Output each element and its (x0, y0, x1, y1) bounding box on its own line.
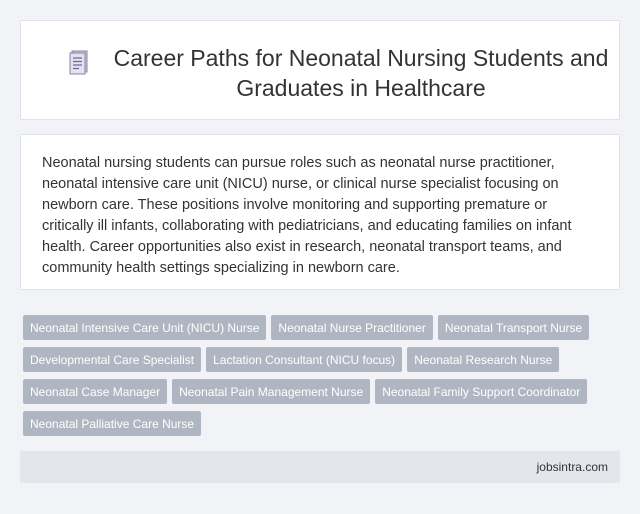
tag-nicu-nurse[interactable]: Neonatal Intensive Care Unit (NICU) Nurse (23, 315, 266, 340)
tag-neonatal-case-manager[interactable]: Neonatal Case Manager (23, 379, 167, 404)
page-title: Career Paths for Neonatal Nursing Students and Graduates in Healthcare (113, 45, 609, 101)
description-card (20, 134, 620, 290)
header-card (20, 20, 620, 120)
document-icon (68, 49, 90, 75)
tag-neonatal-research-nurse[interactable]: Neonatal Research Nurse (407, 347, 559, 372)
tag-list (23, 315, 618, 443)
tag-neonatal-nurse-practitioner[interactable]: Neonatal Nurse Practitioner (271, 315, 432, 340)
footer (20, 451, 620, 483)
tag-developmental-care-specialist[interactable]: Developmental Care Specialist (23, 347, 201, 372)
footer-site-link[interactable]: jobsintra.com (536, 460, 608, 474)
tag-neonatal-transport-nurse[interactable]: Neonatal Transport Nurse (438, 315, 589, 340)
tag-neonatal-family-support-coordinator[interactable]: Neonatal Family Support Coordinator (375, 379, 587, 404)
tag-neonatal-pain-management-nurse[interactable]: Neonatal Pain Management Nurse (172, 379, 370, 404)
description-text: Neonatal nursing students can pursue roles such as neonatal nurse practitioner, neonatal intensive care unit (NICU) nurse, or clinical nurse specialist focusing on newborn care. These positions involve monitoring and supporting premature or critically ill infants, collaborating with pediatricians, and educating families on infant health. Career opportunities also exist in research, neonatal transport teams, and community health settings specializing in newborn care. (42, 155, 572, 276)
tag-lactation-consultant[interactable]: Lactation Consultant (NICU focus) (206, 347, 402, 372)
tag-neonatal-palliative-care-nurse[interactable]: Neonatal Palliative Care Nurse (23, 411, 201, 436)
